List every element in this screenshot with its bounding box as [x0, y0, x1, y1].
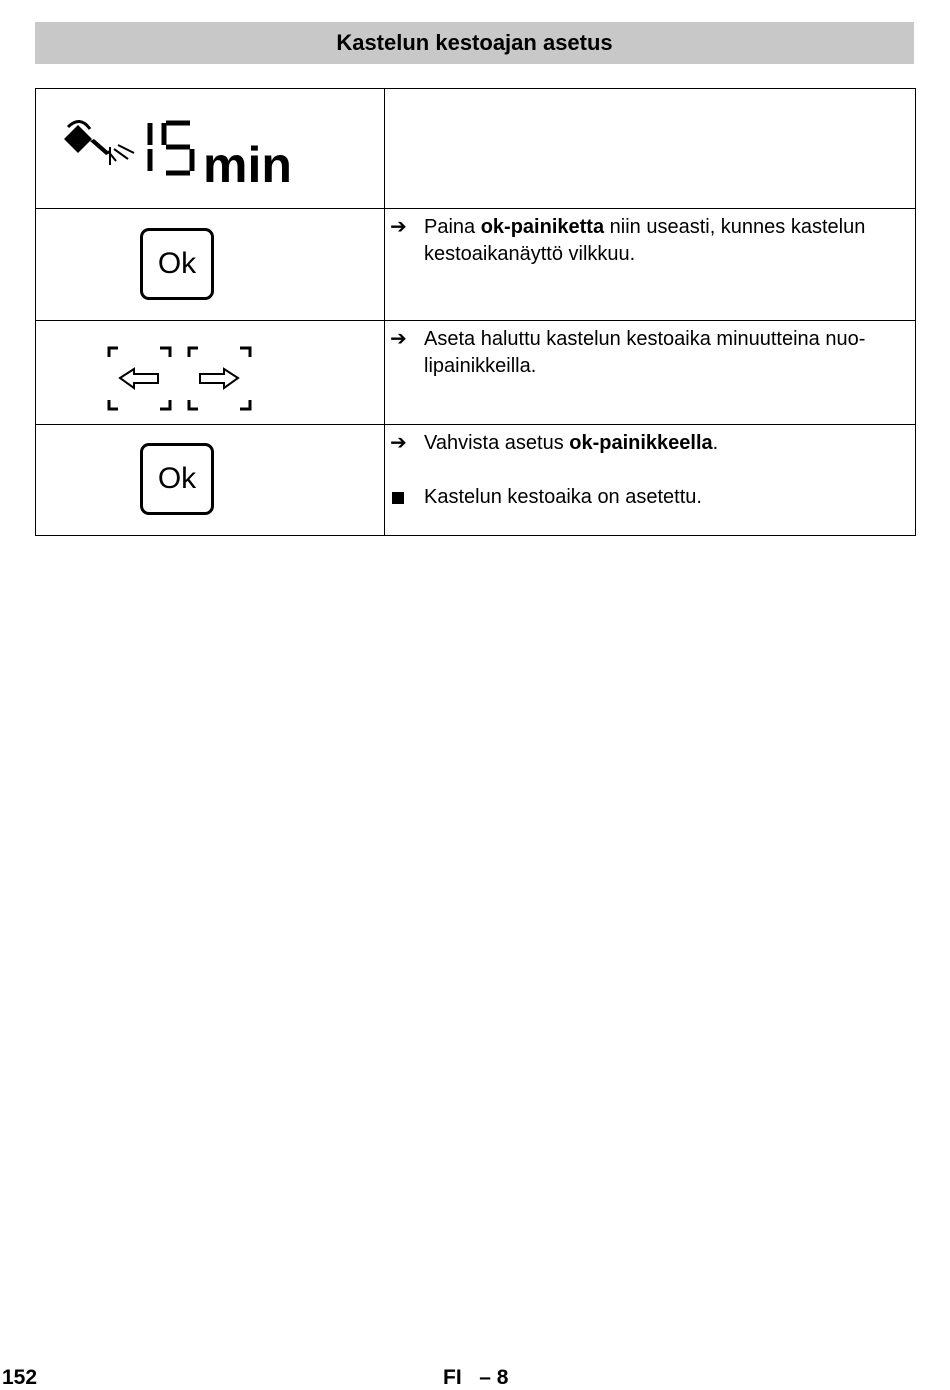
lcd-display [36, 89, 384, 208]
instruction-table [35, 88, 916, 536]
arrow-right-icon[interactable] [189, 348, 250, 409]
table-row [36, 89, 916, 209]
display-unit: min [203, 137, 292, 193]
arrow-buttons [106, 345, 254, 415]
footer-section: FI – 8 [443, 1366, 509, 1389]
arrow-bullet-icon: ➔ [390, 432, 407, 454]
square-bullet-icon [392, 492, 404, 504]
arrow-left-icon[interactable] [109, 348, 170, 409]
page-title: Kastelun kestoajan asetus [35, 22, 914, 64]
table-row [36, 425, 916, 536]
ok-button[interactable]: Ok [140, 228, 214, 300]
table-row [36, 321, 916, 425]
page-number: 152 [2, 1366, 38, 1389]
result-step: Kastelun kestoaika on asetettu. [385, 484, 911, 511]
ok-button[interactable]: Ok [140, 443, 214, 515]
instruction-step: ➔ Vahvista asetus ok-painikkeella. [385, 430, 911, 457]
arrow-bullet-icon: ➔ [390, 328, 407, 350]
arrow-bullet-icon: ➔ [390, 216, 407, 238]
instruction-step: ➔ Paina ok-painiketta niin useasti, kunnes kastelun kestoaikanäyttö vilkkuu. [390, 216, 866, 265]
table-row [36, 209, 916, 321]
instruction-step: ➔ Aseta haluttu kastelun kestoaika minuutteina nuo-lipainikkeilla. [390, 328, 866, 377]
